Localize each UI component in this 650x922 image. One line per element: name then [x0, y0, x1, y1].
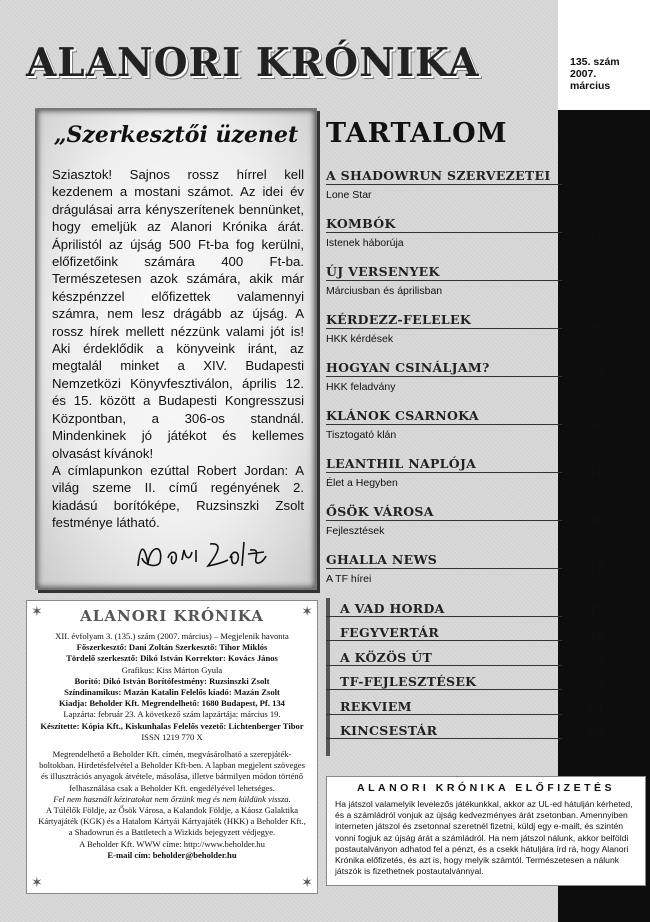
star-icon: ✶: [31, 874, 43, 890]
issue-info: [570, 56, 644, 92]
subscription-box: [326, 776, 646, 886]
star-icon: ✶: [301, 874, 313, 890]
toc-item[interactable]: [326, 454, 646, 502]
toc-extra-item[interactable]: [326, 696, 646, 720]
toc-extras-list: [326, 598, 646, 744]
toc-extra-title: FEGYVERTÁR: [326, 625, 562, 641]
toc-title: TARTALOM: [326, 118, 508, 149]
impressum-line: és illusztrációs anyagok átvétele, másolása, illetve bármilyen módon történő: [40, 771, 304, 782]
subscription-title: ALANORI KRÓNIKA ELŐFIZETÉS: [356, 782, 616, 794]
toc-item-subtitle: Fejlesztések: [326, 525, 385, 537]
toc-extra-page: 47: [588, 603, 604, 618]
toc-item-title: KÉRDEZZ-FELELEK: [326, 312, 562, 329]
toc-item-subtitle: HKK feladvány: [326, 381, 396, 393]
toc-extra-page: 53: [588, 676, 604, 692]
toc-item-subtitle: Tisztogató klán: [326, 429, 397, 441]
impressum-line: A Beholder Kft. WWW címe: http://www.beholder.hu: [79, 838, 265, 849]
impressum-line: Kiadja: Beholder Kft. Megrendelhető: 1680 Budapest, Pf. 134: [59, 698, 285, 709]
editorial-box: [35, 108, 317, 590]
toc-item[interactable]: [326, 502, 646, 550]
impressum-line: Grafikus: Kiss Márton Gyula: [121, 664, 223, 675]
impressum-line: Készítette: Kópia Kft., Kiskunhalas Felelős vezető: Lichtenberger Tibor: [40, 720, 304, 731]
editorial-paragraph: Sziasztok! Sajnos rossz hírrel kell kezdenem a mostani számot. Az idei év drágulásai arra kényszerítenek bennünket, hogy emeljük az Alanori Krónika árát. Áprilistól az újság 500 Ft-ba fog kerülni, előfizetőink számára 400 Ft-ba. Természetesen azok számára, akik már készpénzzel előfizettek valamennyi számra, nem lesz drágább az újság. A rossz hírek mellett nézzünk valami jót is! Aki érdeklődik a könyveink iránt, az megtalál minket a XIV. Budapesti Nemzetközi Könyvfesztiválon, április 12. és 15. között a Budapesti Kongresszusi Központban, a 306-os standnál. Mindenkinek jó játékot és kellemes olvasást kívánok!: [52, 167, 304, 461]
toc-item-title: HOGYAN CSINÁLJAM?: [326, 360, 562, 377]
toc-item-subtitle: Lone Star: [326, 189, 372, 201]
impressum-line: E-mail cím: beholder@beholder.hu: [107, 849, 237, 860]
toc-item[interactable]: [326, 406, 646, 454]
toc-extra-page: 50: [588, 651, 604, 667]
signature-text: Dani Zoltán: [205, 570, 211, 571]
impressum-line: a Shadowrun és a Battletech a Wizkids bejegyzett védjegye.: [68, 827, 276, 838]
toc-item[interactable]: [326, 214, 646, 262]
toc-item-title: KOMBÓK: [326, 216, 562, 233]
toc-item-subtitle: Márciusban és áprilisban: [326, 285, 443, 297]
toc-extra-item[interactable]: [326, 598, 646, 622]
toc-item-title: ŐSÖK VÁROSA: [326, 504, 562, 521]
toc-item[interactable]: [326, 358, 646, 406]
impressum-line: Lapzárta: február 23. A következő szám lapzártája: március 19.: [63, 709, 281, 720]
impressum-line: Főszerkesztő: Dani Zoltán Szerkesztő: Tihor Miklós: [76, 642, 268, 653]
toc-extra-title: TF-FEJLESZTÉSEK: [326, 674, 562, 690]
toc-item-subtitle: HKK kérdések: [326, 333, 394, 345]
editorial-paragraph: A címlapunkon ezúttal Robert Jordan: A világ szeme II. című regényének 2. kiadású borítóképe, Ruzsinszki Zsolt festménye látható.: [52, 462, 304, 531]
toc-item-title: LEANTHIL NAPLÓJA: [326, 456, 562, 473]
impressum-line: ISSN 1219 770 X: [141, 731, 203, 742]
toc-extra-title: KINCSESTÁR: [326, 723, 562, 739]
toc-extra-item[interactable]: [326, 647, 646, 671]
toc-item-title: ÚJ VERSENYEK: [326, 264, 562, 281]
subscription-body: Ha játszol valamelyik levelezős játékunkkal, akkor az UL-ed hátulján kérheted, és a számládról vonjuk az újság kedvezményes árát zsetonban. Amennyiben interneten játszol és zsetonnal szeretnél fizetni, küldj egy e-mailt, és szintén vonni fogjuk az újság árát a számládról. Ha nem játszol nálunk, akkor belföldi postautalványon adhatod fel a pénzt, és a csekk hátuljára írd rá, hogy Alanori Krónika előfizetés, és azt is, hogy melyik számtól. Természetesen a nálunk játszók is fizethetnek postautalvánnyal.: [335, 799, 633, 877]
toc-extra-item[interactable]: [326, 720, 646, 744]
signature-icon: [130, 536, 280, 572]
issue-year: 2007.: [570, 68, 597, 80]
toc-item-page: 26: [588, 320, 604, 335]
editorial-body: [52, 166, 304, 532]
toc-item-page: 22: [588, 272, 604, 287]
toc-item-page: 12: [588, 224, 604, 239]
impressum-lines: [33, 631, 311, 861]
issue-box: [558, 0, 650, 110]
star-icon: ✶: [31, 603, 43, 619]
editorial-title: „Szerkesztői üzenet: [53, 122, 299, 148]
toc-item-subtitle: A TF hírei: [326, 573, 372, 585]
toc-item-page: 47: [588, 560, 604, 575]
impressum-line: A Túlélők Földje, az Ősök Városa, a Kalandok Földje, a Káosz Galaktika: [45, 805, 299, 816]
impressum-line: Színdinamikus: Mazán Katalin Felelős kiadó: Mazán Zsolt: [64, 687, 280, 698]
issue-month: március: [570, 80, 611, 92]
toc-extra-page: 56: [588, 724, 604, 740]
toc-item[interactable]: [326, 166, 646, 214]
toc-item-page: 42: [588, 464, 604, 479]
toc-extra-title: A KÖZÖS ÚT: [326, 650, 562, 666]
impressum-line: Megrendelhető a Beholder Kft. címén, megvásárolható a szerepjáték-: [52, 749, 292, 760]
star-icon: ✶: [301, 603, 313, 619]
toc-item-title: GHALLA NEWS: [326, 552, 562, 569]
masthead-title: ALANORI KRÓNIKA: [26, 40, 480, 86]
toc-item-subtitle: Élet a Hegyben: [326, 477, 398, 489]
toc-extra-item[interactable]: [326, 622, 646, 646]
toc-item-page: 27: [588, 368, 604, 383]
toc-item-page: 46: [588, 512, 604, 527]
impressum-line: Kártyajáték (KGK) és a Hatalom Kártyái Kártyajáték (HKK) a Beholder Kft.,: [38, 816, 306, 827]
toc-item-page: 32: [588, 416, 604, 431]
toc-item[interactable]: [326, 550, 646, 598]
issue-number: 135. szám: [570, 56, 620, 68]
toc-extra-item[interactable]: [326, 671, 646, 695]
toc-item[interactable]: [326, 310, 646, 358]
toc-item-title: A SHADOWRUN SZERVEZETEI: [326, 168, 562, 185]
toc-item-page: 2: [592, 176, 600, 191]
toc-list: [326, 166, 646, 598]
impressum-line: boltokban. Hirdetésfelvétel a Beholder Kft-ben. A lapban megjelent szöveges: [39, 760, 305, 771]
toc-extra-page: 48: [588, 627, 604, 643]
impressum-line: Tördelő szerkesztő: Dikó István Korrektor: Kovács János: [66, 653, 278, 664]
impressum-line: XII. évfolyam 3. (135.) szám (2007. március) – Megjelenik havonta: [55, 631, 289, 641]
impressum-line: felhasználása csak a Beholder Kft. engedélyével lehetséges.: [69, 782, 275, 793]
toc-item-subtitle: Istenek háborúja: [326, 237, 404, 249]
toc-extra-title: A VAD HORDA: [326, 601, 562, 617]
impressum-line: Fel nem használt kéziratokat nem őrzünk meg és nem küldünk vissza.: [53, 793, 291, 804]
impressum-box: [26, 600, 318, 894]
toc-extra-title: REKVIEM: [326, 699, 562, 715]
impressum-logo: ALANORI KRÓNIKA: [80, 607, 264, 625]
toc-item[interactable]: [326, 262, 646, 310]
toc-item-title: KLÁNOK CSARNOKA: [326, 408, 562, 425]
impressum-line: Borító: Dikó István Borítófestmény: Ruzsinszki Zsolt: [74, 675, 270, 686]
toc-extra-page: 54: [588, 700, 604, 716]
